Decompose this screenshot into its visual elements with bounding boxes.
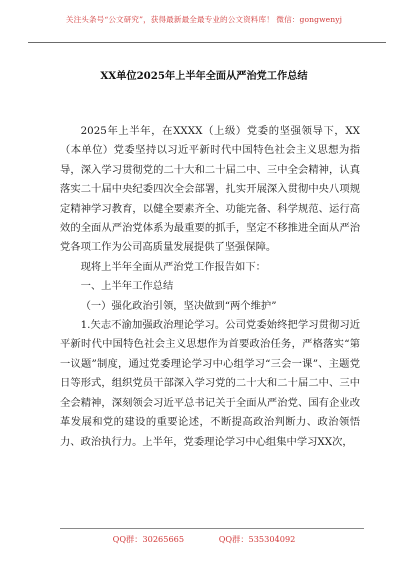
header-divider [28,42,386,43]
sub-heading: （一）强化政治引领，坚决做到“两个维护” [80,299,277,312]
footer-divider [60,528,364,529]
footer [0,534,408,545]
item-paragraph: 1.矢志不渝加强政治理论学习。公司党委始终把学习贯彻习近平新时代中国特色社会主义思想作为首要政治任务，严格落实“第一议题”制度，通过党委理论学习中心组学习“三会一课”、主题党日等形式，组织党员干部深入学习党的二十大和二十届二中、三中全会精神，深刻领会习近平总书记关于全面从严治党、国有企业改革发展和党的建设的重要论述，不断提高政治判断力、政治领悟力、政治执行力。上半年，党委理论学习中心组集中学习XX次， [60,319,360,448]
footer-qq-group-1: QQ群：30265665 [112,534,185,544]
report-lead-paragraph: 现将上半年全面从严治党工作报告如下： [80,260,266,273]
intro-paragraph: 2025年上半年，在XXXX（上级）党委的坚强领导下，XX（本单位）党委坚持以习近平新时代中国特色社会主义思想为指导，深入学习贯彻党的二十大和二十届二中、三中全会精神，认真落实二十届中央纪委四次全会部署，扎实开展深入贯彻中央八项规定精神学习教育，以健全要素齐全、功能完备、科学规范、运行高效的全面从严治党体系为最重要的抓手，坚定不移推进全面从严治党各项工作为公司高质量发展提供了坚强保障。 [60,125,360,254]
footer-qq-group-2: QQ群：535304092 [218,534,296,544]
document-title: XX单位2025年上半年全面从严治党工作总结 [100,70,308,82]
section-heading: 一、上半年工作总结 [80,280,174,293]
document-body [60,122,360,452]
header-banner: 关注头条号“公文研究”，获得最新最全最专业的公文资料库！ 微信：gongwenyj [65,15,343,24]
